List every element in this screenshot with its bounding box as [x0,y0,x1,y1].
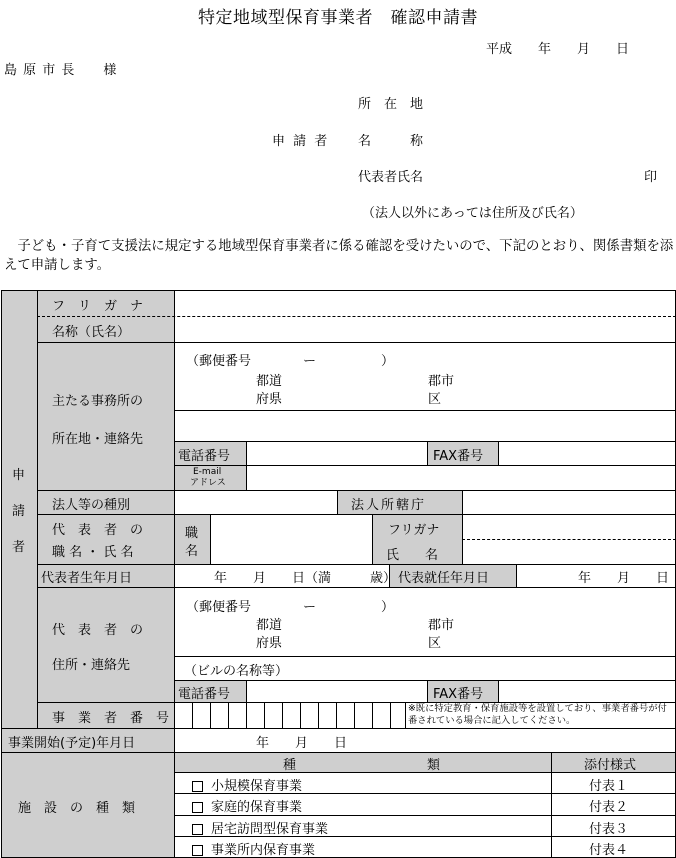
digit-divider [318,702,319,728]
fuken-label: 府県 [256,392,283,407]
divider [337,490,338,514]
divider [498,680,499,702]
divider [210,514,211,564]
facility-name: 居宅訪問型保育事業 [211,822,329,837]
divider [174,680,676,681]
divider [427,680,428,702]
fax-label: FAX番号 [433,449,484,464]
side-label-1: 申 [12,468,26,483]
addressee: 島 原 市 長 様 [4,63,118,78]
divider [37,290,38,728]
corp-note: （法人以外にあっては住所及び氏名） [362,206,583,221]
checkbox[interactable] [192,845,203,856]
location-label: 所 在 地 [358,97,424,112]
rep-position-label-2: 職 名 ・ 氏 名 [52,545,134,560]
ku-label: 区 [428,392,442,407]
side-label-2: 請 [12,504,26,519]
divider [174,465,676,466]
divider [174,656,676,657]
digit-divider [354,702,355,728]
facility-option-1[interactable] [192,775,302,794]
divider [462,539,676,540]
divider [37,316,676,317]
seal-mark: 印 [644,170,658,185]
document-title: 特定地域型保育事業者 確認申請書 [198,8,478,28]
office-label: 主たる事務所の [52,394,144,409]
facility-form-3: 付表３ [589,822,629,837]
facility-form-1: 付表１ [589,779,629,794]
facility-option-2[interactable] [192,796,302,815]
tel-label: 電話番号 [178,449,231,464]
date-line: 平成 年 月 日 [486,42,630,57]
name-label: 名 称 [358,134,424,149]
rep-address-label-2: 住所・連絡先 [52,658,131,673]
gunshi-label: 郡市 [428,374,455,389]
rep-start-label: 代表就任年月日 [398,571,490,586]
email-label: E-mail [193,467,222,477]
rep-name-label: 代表者氏名 [358,170,424,185]
divider [427,441,428,465]
attach-head: 添付様式 [584,758,637,773]
corp-type-label: 法人等の種別 [52,498,131,513]
shimei-label: 氏 名 [386,548,439,563]
start-fields[interactable]: 年 月 日 [578,571,670,586]
furigana-label: フ リ ガ ナ [52,299,144,314]
start-date-fields[interactable]: 年 月 日 [256,736,348,751]
divider [516,564,517,587]
facility-type-label: 施 設 の 種 類 [18,801,136,816]
facility-form-2: 付表２ [589,800,629,815]
divider [551,752,552,858]
postal-code-field[interactable]: （郵便番号 ー ） [186,354,395,369]
corp-office-label: 法人所轄庁 [351,498,427,513]
divider [1,752,676,753]
divider [37,490,676,491]
intro-paragraph: 子ども・子育て支援法に規定する地域型保育事業者に係る確認を受けたいので、下記のとおり、関係書類を添えて申請します。 [4,239,674,273]
side-label-3: 者 [12,540,26,555]
divider [498,441,499,465]
facility-name: 事業所内保育事業 [211,843,316,858]
building-label: （ビルの名称等） [184,664,289,679]
digit-divider [282,702,283,728]
checkbox[interactable] [192,824,203,835]
divider [37,514,676,515]
fax-label-2: FAX番号 [433,687,484,702]
divider [37,564,676,565]
fuken-label-2: 府県 [256,636,283,651]
rep-birth-label: 代表者生年月日 [41,571,133,586]
furigana-label-2: フリガナ [388,523,440,538]
divider [174,441,676,442]
digit-divider [228,702,229,728]
office-label-2: 所在地・連絡先 [52,432,144,447]
todo-label: 都道 [256,374,283,389]
todo-label-2: 都道 [256,618,283,633]
digit-divider [372,702,373,728]
divider [174,410,676,411]
type-head-2: 類 [427,758,441,773]
name-field-label: 名称（氏名） [52,325,131,340]
email-label-2: アドレス [190,478,226,488]
digit-divider [390,702,391,728]
facility-form-4: 付表４ [589,843,629,858]
checkbox[interactable] [192,802,203,813]
mei-label: 名 [185,544,199,559]
digit-divider [246,702,247,728]
rep-address-label: 代 表 者 の [52,623,144,638]
biz-number-label: 事 業 者 番 号 [52,711,170,726]
digit-divider [300,702,301,728]
digit-divider [264,702,265,728]
ku-label-2: 区 [428,636,442,651]
birth-fields[interactable]: 年 月 日（満 歳） [214,571,397,586]
divider [372,514,373,564]
biz-number-note: ※既に特定教育・保育施設等を設置しており、事業者番号が付番されている場合に記入してください。 [408,703,667,726]
applicant-label: 申 請 者 [272,134,330,149]
start-date-label: 事業開始(予定)年月日 [8,736,136,751]
divider [1,728,676,729]
digit-divider [336,702,337,728]
divider [174,815,676,816]
facility-name: 家庭的保育事業 [211,800,303,815]
type-head-1: 種 [283,758,297,773]
checkbox[interactable] [192,781,203,792]
facility-option-3[interactable] [192,818,328,837]
rep-position-label: 代 表 者 の [52,523,144,538]
digit-divider [210,702,211,728]
divider [462,490,463,564]
facility-name: 小規模保育事業 [211,779,303,794]
divider [37,342,676,343]
shoku-label: 職 [185,526,199,541]
postal-code-field-2[interactable]: （郵便番号 ー ） [186,600,395,615]
divider [405,702,406,728]
divider [37,587,676,588]
tel-label-2: 電話番号 [178,687,231,702]
gunshi-label-2: 郡市 [428,618,455,633]
digit-divider [192,702,193,728]
divider [246,680,247,702]
facility-option-4[interactable] [192,839,315,858]
